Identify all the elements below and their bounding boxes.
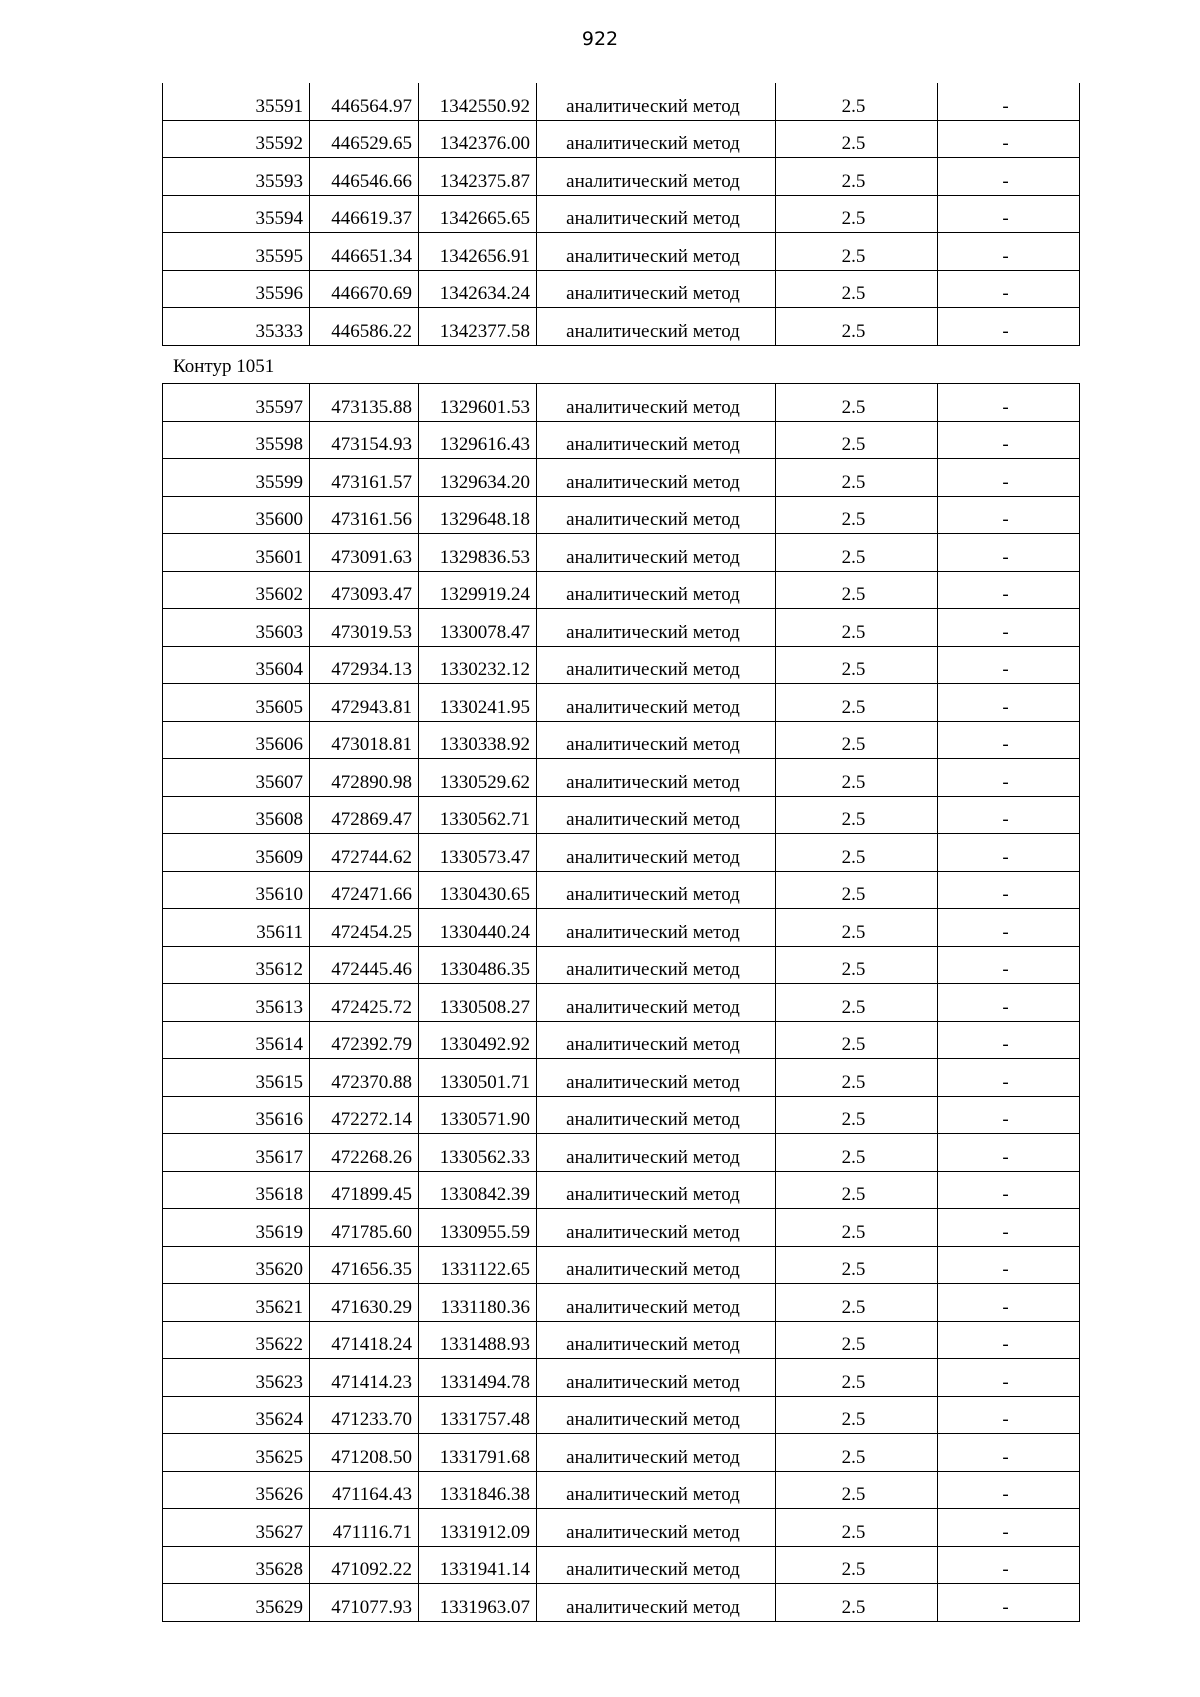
accuracy-cell: 2.5: [776, 1396, 938, 1434]
point-number-cell: 35619: [163, 1209, 310, 1247]
x-coordinate-cell: 471418.24: [310, 1321, 419, 1359]
method-cell: аналитический метод: [537, 834, 776, 872]
accuracy-cell: 2.5: [776, 308, 938, 346]
note-cell: -: [938, 946, 1080, 984]
y-coordinate-cell: 1330338.92: [419, 721, 537, 759]
point-number-cell: 35613: [163, 984, 310, 1022]
table-row: [163, 871, 1080, 909]
y-coordinate-cell: 1330501.71: [419, 1059, 537, 1097]
accuracy-cell: 2.5: [776, 984, 938, 1022]
y-coordinate-cell: 1329616.43: [419, 421, 537, 459]
accuracy-cell: 2.5: [776, 796, 938, 834]
note-cell: -: [938, 1171, 1080, 1209]
table-row: [163, 1246, 1080, 1284]
method-cell: аналитический метод: [537, 909, 776, 947]
note-cell: -: [938, 1246, 1080, 1284]
note-cell: -: [938, 1359, 1080, 1397]
y-coordinate-cell: 1330430.65: [419, 871, 537, 909]
table-row: [163, 609, 1080, 647]
point-number-cell: 35624: [163, 1396, 310, 1434]
method-cell: аналитический метод: [537, 1021, 776, 1059]
note-cell: -: [938, 1321, 1080, 1359]
method-cell: аналитический метод: [537, 534, 776, 572]
method-cell: аналитический метод: [537, 158, 776, 196]
table-row: [163, 534, 1080, 572]
table-row: [163, 83, 1080, 120]
x-coordinate-cell: 472272.14: [310, 1096, 419, 1134]
table-row: [163, 421, 1080, 459]
x-coordinate-cell: 471899.45: [310, 1171, 419, 1209]
x-coordinate-cell: 471164.43: [310, 1471, 419, 1509]
method-cell: аналитический метод: [537, 195, 776, 233]
note-cell: -: [938, 571, 1080, 609]
table-row: [163, 946, 1080, 984]
point-number-cell: 35597: [163, 384, 310, 422]
y-coordinate-cell: 1329634.20: [419, 459, 537, 497]
table-row: [163, 1059, 1080, 1097]
note-cell: -: [938, 534, 1080, 572]
x-coordinate-cell: 472869.47: [310, 796, 419, 834]
note-cell: -: [938, 796, 1080, 834]
accuracy-cell: 2.5: [776, 421, 938, 459]
table-row: [163, 834, 1080, 872]
method-cell: аналитический метод: [537, 1471, 776, 1509]
x-coordinate-cell: 471077.93: [310, 1584, 419, 1622]
x-coordinate-cell: 472370.88: [310, 1059, 419, 1097]
x-coordinate-cell: 472471.66: [310, 871, 419, 909]
table-row: [163, 308, 1080, 346]
method-cell: аналитический метод: [537, 120, 776, 158]
accuracy-cell: 2.5: [776, 909, 938, 947]
point-number-cell: 35600: [163, 496, 310, 534]
table-row: [163, 496, 1080, 534]
table-row: [163, 384, 1080, 422]
table-row: [163, 459, 1080, 497]
note-cell: -: [938, 1021, 1080, 1059]
point-number-cell: 35604: [163, 646, 310, 684]
note-cell: -: [938, 421, 1080, 459]
method-cell: аналитический метод: [537, 759, 776, 797]
y-coordinate-cell: 1330573.47: [419, 834, 537, 872]
point-number-cell: 35599: [163, 459, 310, 497]
x-coordinate-cell: 446619.37: [310, 195, 419, 233]
y-coordinate-cell: 1330492.92: [419, 1021, 537, 1059]
accuracy-cell: 2.5: [776, 270, 938, 308]
point-number-cell: 35333: [163, 308, 310, 346]
note-cell: -: [938, 120, 1080, 158]
x-coordinate-cell: 472268.26: [310, 1134, 419, 1172]
x-coordinate-cell: 473018.81: [310, 721, 419, 759]
y-coordinate-cell: 1329601.53: [419, 384, 537, 422]
point-number-cell: 35628: [163, 1546, 310, 1584]
accuracy-cell: 2.5: [776, 1021, 938, 1059]
x-coordinate-cell: 471233.70: [310, 1396, 419, 1434]
x-coordinate-cell: 471092.22: [310, 1546, 419, 1584]
note-cell: -: [938, 609, 1080, 647]
x-coordinate-cell: 471116.71: [310, 1509, 419, 1547]
accuracy-cell: 2.5: [776, 1209, 938, 1247]
table-row: [163, 1509, 1080, 1547]
point-number-cell: 35623: [163, 1359, 310, 1397]
method-cell: аналитический метод: [537, 1284, 776, 1322]
table-row: [163, 646, 1080, 684]
x-coordinate-cell: 471414.23: [310, 1359, 419, 1397]
point-number-cell: 35606: [163, 721, 310, 759]
point-number-cell: 35605: [163, 684, 310, 722]
method-cell: аналитический метод: [537, 1396, 776, 1434]
accuracy-cell: 2.5: [776, 871, 938, 909]
y-coordinate-cell: 1331757.48: [419, 1396, 537, 1434]
method-cell: аналитический метод: [537, 1096, 776, 1134]
note-cell: -: [938, 1134, 1080, 1172]
table-row: [163, 1284, 1080, 1322]
y-coordinate-cell: 1331912.09: [419, 1509, 537, 1547]
accuracy-cell: 2.5: [776, 534, 938, 572]
x-coordinate-cell: 473091.63: [310, 534, 419, 572]
note-cell: -: [938, 871, 1080, 909]
note-cell: -: [938, 1471, 1080, 1509]
x-coordinate-cell: 473161.57: [310, 459, 419, 497]
accuracy-cell: 2.5: [776, 496, 938, 534]
table-row: [163, 1209, 1080, 1247]
point-number-cell: 35608: [163, 796, 310, 834]
x-coordinate-cell: 472943.81: [310, 684, 419, 722]
x-coordinate-cell: 446564.97: [310, 83, 419, 120]
note-cell: -: [938, 684, 1080, 722]
method-cell: аналитический метод: [537, 1546, 776, 1584]
note-cell: -: [938, 195, 1080, 233]
table-row: [163, 233, 1080, 271]
accuracy-cell: 2.5: [776, 158, 938, 196]
accuracy-cell: 2.5: [776, 1321, 938, 1359]
method-cell: аналитический метод: [537, 233, 776, 271]
point-number-cell: 35603: [163, 609, 310, 647]
note-cell: -: [938, 459, 1080, 497]
point-number-cell: 35622: [163, 1321, 310, 1359]
table-row: [163, 1321, 1080, 1359]
table-row: [163, 759, 1080, 797]
note-cell: -: [938, 1509, 1080, 1547]
y-coordinate-cell: 1342375.87: [419, 158, 537, 196]
y-coordinate-cell: 1331488.93: [419, 1321, 537, 1359]
accuracy-cell: 2.5: [776, 1509, 938, 1547]
point-number-cell: 35593: [163, 158, 310, 196]
y-coordinate-cell: 1330508.27: [419, 984, 537, 1022]
point-number-cell: 35609: [163, 834, 310, 872]
accuracy-cell: 2.5: [776, 1096, 938, 1134]
table-row: [163, 158, 1080, 196]
y-coordinate-cell: 1331791.68: [419, 1434, 537, 1472]
table-row: [163, 1396, 1080, 1434]
table-row: [163, 195, 1080, 233]
accuracy-cell: 2.5: [776, 946, 938, 984]
note-cell: -: [938, 83, 1080, 120]
point-number-cell: 35626: [163, 1471, 310, 1509]
method-cell: аналитический метод: [537, 1434, 776, 1472]
x-coordinate-cell: 446651.34: [310, 233, 419, 271]
point-number-cell: 35620: [163, 1246, 310, 1284]
accuracy-cell: 2.5: [776, 195, 938, 233]
method-cell: аналитический метод: [537, 459, 776, 497]
table-row: [163, 1471, 1080, 1509]
y-coordinate-cell: 1330232.12: [419, 646, 537, 684]
table-row: [163, 270, 1080, 308]
note-cell: -: [938, 759, 1080, 797]
y-coordinate-cell: 1342376.00: [419, 120, 537, 158]
x-coordinate-cell: 472744.62: [310, 834, 419, 872]
accuracy-cell: 2.5: [776, 459, 938, 497]
y-coordinate-cell: 1331122.65: [419, 1246, 537, 1284]
x-coordinate-cell: 471630.29: [310, 1284, 419, 1322]
x-coordinate-cell: 473161.56: [310, 496, 419, 534]
y-coordinate-cell: 1329919.24: [419, 571, 537, 609]
method-cell: аналитический метод: [537, 384, 776, 422]
x-coordinate-cell: 473135.88: [310, 384, 419, 422]
accuracy-cell: 2.5: [776, 120, 938, 158]
note-cell: -: [938, 308, 1080, 346]
accuracy-cell: 2.5: [776, 1359, 938, 1397]
y-coordinate-cell: 1331180.36: [419, 1284, 537, 1322]
coordinates-table-contour-1051: [162, 383, 1080, 1622]
table-row: [163, 1434, 1080, 1472]
method-cell: аналитический метод: [537, 308, 776, 346]
note-cell: -: [938, 1284, 1080, 1322]
method-cell: аналитический метод: [537, 496, 776, 534]
table-row: [163, 796, 1080, 834]
table-row: [163, 1134, 1080, 1172]
point-number-cell: 35594: [163, 195, 310, 233]
accuracy-cell: 2.5: [776, 1134, 938, 1172]
point-number-cell: 35610: [163, 871, 310, 909]
x-coordinate-cell: 473093.47: [310, 571, 419, 609]
point-number-cell: 35621: [163, 1284, 310, 1322]
point-number-cell: 35598: [163, 421, 310, 459]
point-number-cell: 35612: [163, 946, 310, 984]
note-cell: -: [938, 646, 1080, 684]
note-cell: -: [938, 1396, 1080, 1434]
accuracy-cell: 2.5: [776, 684, 938, 722]
x-coordinate-cell: 471208.50: [310, 1434, 419, 1472]
method-cell: аналитический метод: [537, 646, 776, 684]
note-cell: -: [938, 1584, 1080, 1622]
table-row: [163, 721, 1080, 759]
table-row: [163, 1096, 1080, 1134]
table-row: [163, 984, 1080, 1022]
method-cell: аналитический метод: [537, 721, 776, 759]
y-coordinate-cell: 1330562.33: [419, 1134, 537, 1172]
table-row: [163, 684, 1080, 722]
y-coordinate-cell: 1329648.18: [419, 496, 537, 534]
table-row: [163, 1171, 1080, 1209]
point-number-cell: 35617: [163, 1134, 310, 1172]
point-number-cell: 35601: [163, 534, 310, 572]
accuracy-cell: 2.5: [776, 759, 938, 797]
y-coordinate-cell: 1330241.95: [419, 684, 537, 722]
x-coordinate-cell: 446586.22: [310, 308, 419, 346]
method-cell: аналитический метод: [537, 796, 776, 834]
point-number-cell: 35591: [163, 83, 310, 120]
y-coordinate-cell: 1330562.71: [419, 796, 537, 834]
x-coordinate-cell: 472890.98: [310, 759, 419, 797]
point-number-cell: 35618: [163, 1171, 310, 1209]
coordinates-table-top: [162, 83, 1080, 346]
accuracy-cell: 2.5: [776, 1059, 938, 1097]
table-row: [163, 571, 1080, 609]
table-row: [163, 1584, 1080, 1622]
x-coordinate-cell: 473019.53: [310, 609, 419, 647]
method-cell: аналитический метод: [537, 270, 776, 308]
method-cell: аналитический метод: [537, 1171, 776, 1209]
accuracy-cell: 2.5: [776, 1246, 938, 1284]
point-number-cell: 35602: [163, 571, 310, 609]
y-coordinate-cell: 1342656.91: [419, 233, 537, 271]
point-number-cell: 35595: [163, 233, 310, 271]
note-cell: -: [938, 909, 1080, 947]
method-cell: аналитический метод: [537, 1509, 776, 1547]
note-cell: -: [938, 721, 1080, 759]
table-row: [163, 1546, 1080, 1584]
point-number-cell: 35607: [163, 759, 310, 797]
method-cell: аналитический метод: [537, 1359, 776, 1397]
table-row: [163, 1021, 1080, 1059]
x-coordinate-cell: 471656.35: [310, 1246, 419, 1284]
table-row: [163, 909, 1080, 947]
point-number-cell: 35627: [163, 1509, 310, 1547]
y-coordinate-cell: 1330955.59: [419, 1209, 537, 1247]
point-number-cell: 35629: [163, 1584, 310, 1622]
point-number-cell: 35614: [163, 1021, 310, 1059]
table-row: [163, 120, 1080, 158]
x-coordinate-cell: 472392.79: [310, 1021, 419, 1059]
method-cell: аналитический метод: [537, 571, 776, 609]
accuracy-cell: 2.5: [776, 609, 938, 647]
x-coordinate-cell: 473154.93: [310, 421, 419, 459]
y-coordinate-cell: 1330440.24: [419, 909, 537, 947]
note-cell: -: [938, 1096, 1080, 1134]
y-coordinate-cell: 1331941.14: [419, 1546, 537, 1584]
x-coordinate-cell: 472425.72: [310, 984, 419, 1022]
x-coordinate-cell: 472445.46: [310, 946, 419, 984]
y-coordinate-cell: 1330842.39: [419, 1171, 537, 1209]
table-row: [163, 1359, 1080, 1397]
accuracy-cell: 2.5: [776, 1584, 938, 1622]
method-cell: аналитический метод: [537, 871, 776, 909]
y-coordinate-cell: 1330571.90: [419, 1096, 537, 1134]
y-coordinate-cell: 1342550.92: [419, 83, 537, 120]
accuracy-cell: 2.5: [776, 646, 938, 684]
point-number-cell: 35592: [163, 120, 310, 158]
method-cell: аналитический метод: [537, 1209, 776, 1247]
x-coordinate-cell: 446546.66: [310, 158, 419, 196]
contour-label: Контур 1051: [173, 356, 275, 377]
y-coordinate-cell: 1331494.78: [419, 1359, 537, 1397]
accuracy-cell: 2.5: [776, 1171, 938, 1209]
point-number-cell: 35625: [163, 1434, 310, 1472]
point-number-cell: 35611: [163, 909, 310, 947]
y-coordinate-cell: 1342634.24: [419, 270, 537, 308]
note-cell: -: [938, 1434, 1080, 1472]
method-cell: аналитический метод: [537, 984, 776, 1022]
y-coordinate-cell: 1330486.35: [419, 946, 537, 984]
method-cell: аналитический метод: [537, 1321, 776, 1359]
method-cell: аналитический метод: [537, 609, 776, 647]
accuracy-cell: 2.5: [776, 1434, 938, 1472]
note-cell: -: [938, 1546, 1080, 1584]
method-cell: аналитический метод: [537, 421, 776, 459]
method-cell: аналитический метод: [537, 1059, 776, 1097]
accuracy-cell: 2.5: [776, 571, 938, 609]
accuracy-cell: 2.5: [776, 834, 938, 872]
method-cell: аналитический метод: [537, 1134, 776, 1172]
point-number-cell: 35615: [163, 1059, 310, 1097]
accuracy-cell: 2.5: [776, 721, 938, 759]
note-cell: -: [938, 984, 1080, 1022]
x-coordinate-cell: 472934.13: [310, 646, 419, 684]
accuracy-cell: 2.5: [776, 83, 938, 120]
y-coordinate-cell: 1331846.38: [419, 1471, 537, 1509]
accuracy-cell: 2.5: [776, 233, 938, 271]
method-cell: аналитический метод: [537, 1584, 776, 1622]
method-cell: аналитический метод: [537, 83, 776, 120]
y-coordinate-cell: 1342377.58: [419, 308, 537, 346]
note-cell: -: [938, 384, 1080, 422]
page-number: 922: [581, 28, 619, 50]
note-cell: -: [938, 496, 1080, 534]
point-number-cell: 35596: [163, 270, 310, 308]
accuracy-cell: 2.5: [776, 1284, 938, 1322]
x-coordinate-cell: 472454.25: [310, 909, 419, 947]
y-coordinate-cell: 1330078.47: [419, 609, 537, 647]
y-coordinate-cell: 1330529.62: [419, 759, 537, 797]
x-coordinate-cell: 446670.69: [310, 270, 419, 308]
y-coordinate-cell: 1331963.07: [419, 1584, 537, 1622]
note-cell: -: [938, 834, 1080, 872]
y-coordinate-cell: 1329836.53: [419, 534, 537, 572]
method-cell: аналитический метод: [537, 946, 776, 984]
note-cell: -: [938, 270, 1080, 308]
x-coordinate-cell: 471785.60: [310, 1209, 419, 1247]
note-cell: -: [938, 158, 1080, 196]
accuracy-cell: 2.5: [776, 1471, 938, 1509]
note-cell: -: [938, 1209, 1080, 1247]
accuracy-cell: 2.5: [776, 384, 938, 422]
x-coordinate-cell: 446529.65: [310, 120, 419, 158]
accuracy-cell: 2.5: [776, 1546, 938, 1584]
method-cell: аналитический метод: [537, 1246, 776, 1284]
note-cell: -: [938, 233, 1080, 271]
note-cell: -: [938, 1059, 1080, 1097]
y-coordinate-cell: 1342665.65: [419, 195, 537, 233]
point-number-cell: 35616: [163, 1096, 310, 1134]
method-cell: аналитический метод: [537, 684, 776, 722]
